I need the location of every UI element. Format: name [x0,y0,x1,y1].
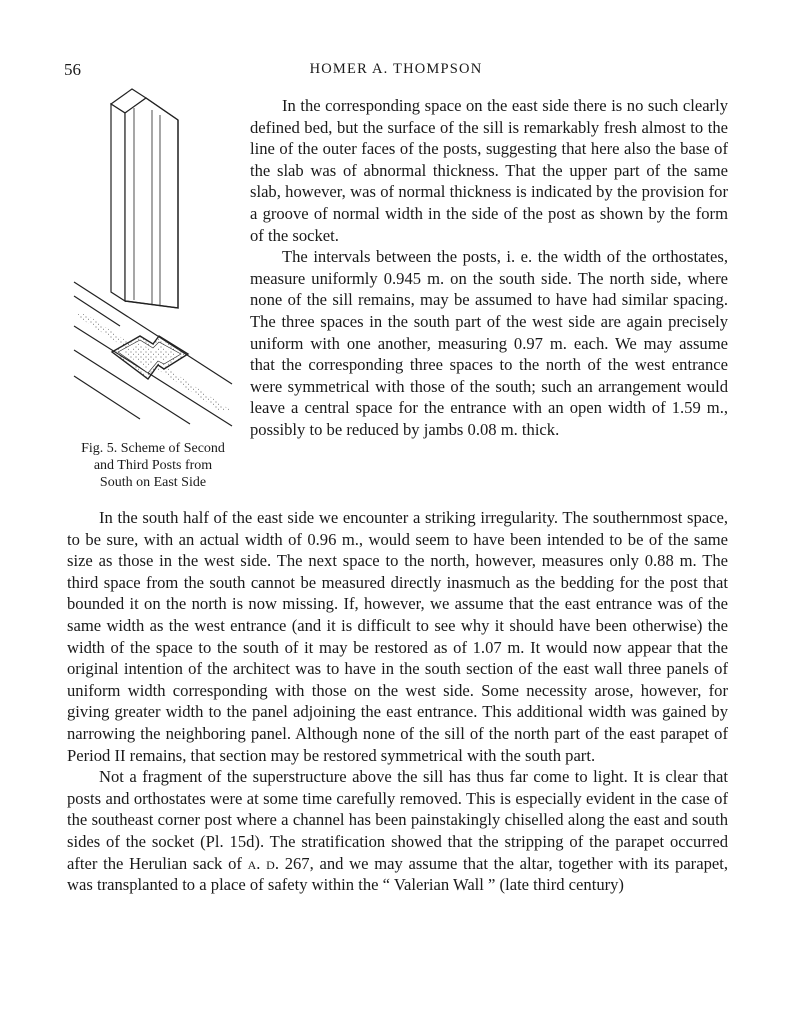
post-outline [111,89,178,308]
caption-line: South on East Side [99,475,207,490]
caption-line: Fig. 5. Scheme of Second [81,441,225,456]
page-number: 56 [64,60,81,79]
paragraph-text: Not a fragment of the superstructure above the sill has thus far come to light. It is clear that posts and orthostates were at some time carefully removed. This is especially evident in the case of the southeast corner post where a channel has been painstakingly chiselled along the east and south sides of the socket (Pl. 15d). The stratification showed that the stripping of the parapet occurred after the Herulian sack of [67,767,728,873]
paragraph: In the south half of the east side we encounter a striking irregularity. The southernmost space, to be sure, with an actual width of 0.96 m., would seem to have been intended to be of the same size as those in the west side. The next space to the north, however, measures only 0.88 m. The third space from the south cannot be measured directly inasmuch as the bedding for the post that bounded it on the north is now missing. If, however, we assume that the east entrance was of the same width as the west entrance (and it is difficult to see why it should have been otherwise) the width of the space to the south of it may be restored as of 1.07 m. It would now appear that the original intention of the architect was to have in the south section of the east wall three panels of uniform width corresponding with those on the west side. Some necessity arose, however, for giving greater width to the panel adjoining the east entrance. This additional width was gained by narrowing the neighboring panel. Although none of the sill of the north part of the east parapet of Period II remains, that section may be restored symmetrical with the south part. [67,508,728,765]
paragraph-text: 267, and we may assume that the altar, together with its parapet, was transplanted to a place of safety within the “ Valerian Wall ” (late third century) [67,853,728,895]
figure-caption [60,440,246,491]
paragraph: The intervals between the posts, i. e. the width of the orthostates, measure uniformly 0.945 m. on the south side. The north side, where none of the sill remains, may be assumed to have had similar spacing. The three spaces in the south part of the west side are again precisely uniform with one another, measuring 0.97 m. each. We may assume that the corresponding three spaces to the north of the west entrance were symmetrical with those of the south; such an arrangement would leave a central space for the entrance with an open width of 1.59 m., possibly to be reduced by jambs 0.08 m. thick. [250,247,728,439]
caption-line: and Third Posts from [93,458,213,473]
post-scheme-drawing [60,86,246,436]
body-text-full-width [67,507,728,896]
paragraph [67,766,728,896]
running-head: HOMER A. THOMPSON [309,61,483,77]
paragraph: In the corresponding space on the east side there is no such clearly defined bed, but the surface of the sill is remarkably fresh almost to the line of the outer faces of the posts, suggesting that here also the base of the slab was of abnormal thickness. That the upper part of the same slab, however, was of normal thickness is indicated by the provision for a groove of normal width in the side of the post as shown by the form of the socket. [250,96,728,245]
era-abbreviation: a. d. [247,853,279,873]
figure-5 [60,86,246,496]
body-text-right-column [250,95,728,441]
page-header [64,60,728,84]
